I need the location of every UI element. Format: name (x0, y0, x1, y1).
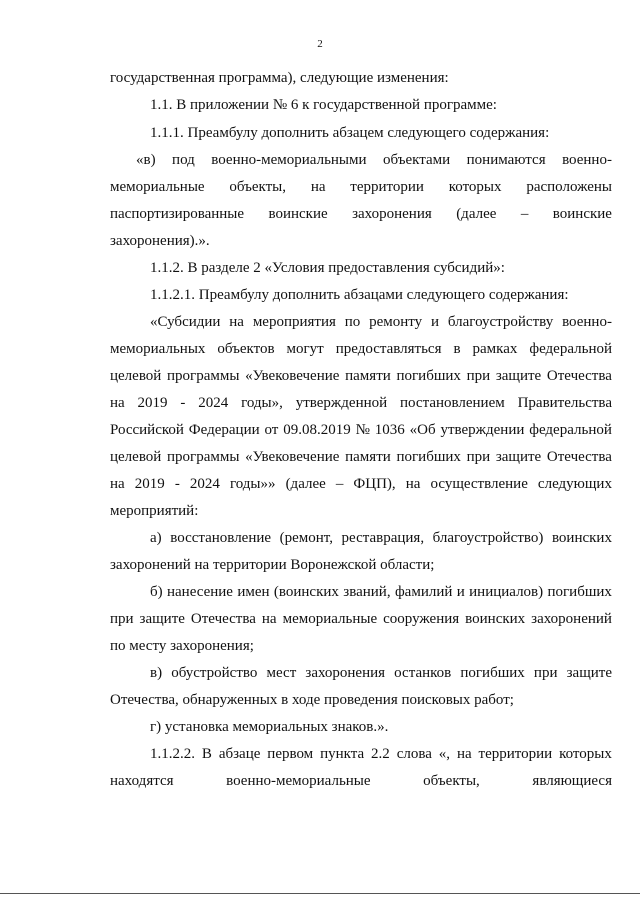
text-line: мероприятий: (110, 503, 199, 519)
text-line: 1.1.2.1. Преамбулу дополнить абзацами следующего содержания: (150, 287, 569, 303)
text-line: по месту захоронения; (110, 638, 254, 654)
text-line: на 2019 - 2024 годы»» (далее – ФЦП), на осуществление следующих (110, 476, 612, 492)
text-line: целевой программы «Увековечение памяти погибших при защите Отечества (110, 368, 612, 384)
text-line: 1.1.2.2. В абзаце первом пункта 2.2 слова «, на территории которых (150, 746, 612, 762)
text-line: на 2019 - 2024 годы», утвержденной постановлением Правительства (110, 395, 612, 411)
text-line: 1.1.1. Преамбулу дополнить абзацем следующего содержания: (150, 125, 550, 141)
text-line: мемориальные объекты, на территории которых расположены (110, 179, 612, 195)
text-line: при защите Отечества на мемориальные сооружения воинских захоронений (110, 611, 612, 627)
text-line: 1.1. В приложении № 6 к государственной программе: (150, 97, 497, 113)
text-line: паспортизированные воинские захоронения (далее – воинские (110, 206, 612, 222)
text-line: 1.1.2. В разделе 2 «Условия предоставления субсидий»: (150, 260, 505, 276)
text-line: «в) под военно-мемориальными объектами понимаются военно- (136, 152, 612, 168)
text-line: находятся военно-мемориальные объекты, являющиеся (110, 773, 612, 789)
text-line: б) нанесение имен (воинских званий, фамилий и инициалов) погибших (150, 584, 612, 600)
text-line: государственная программа), следующие изменения: (110, 70, 449, 86)
text-line: Российской Федерации от 09.08.2019 № 1036 «Об утверждении федеральной (110, 422, 612, 438)
text-line: целевой программы «Увековечение памяти погибших при защите Отечества (110, 449, 612, 465)
text-line: в) обустройство мест захоронения останков погибших при защите (150, 665, 612, 681)
text-line: мемориальных объектов могут предоставляться в рамках федеральной (110, 341, 612, 357)
text-line: г) установка мемориальных знаков.». (150, 719, 389, 735)
text-line: захоронения).». (110, 233, 210, 249)
bottom-divider (0, 893, 640, 894)
text-line: захоронений на территории Воронежской области; (110, 557, 435, 573)
text-line: Отечества, обнаруженных в ходе проведения поисковых работ; (110, 692, 514, 708)
page-number: 2 (317, 38, 323, 50)
text-line: а) восстановление (ремонт, реставрация, благоустройство) воинских (150, 530, 612, 546)
text-line: «Субсидии на мероприятия по ремонту и благоустройству военно- (150, 314, 612, 330)
